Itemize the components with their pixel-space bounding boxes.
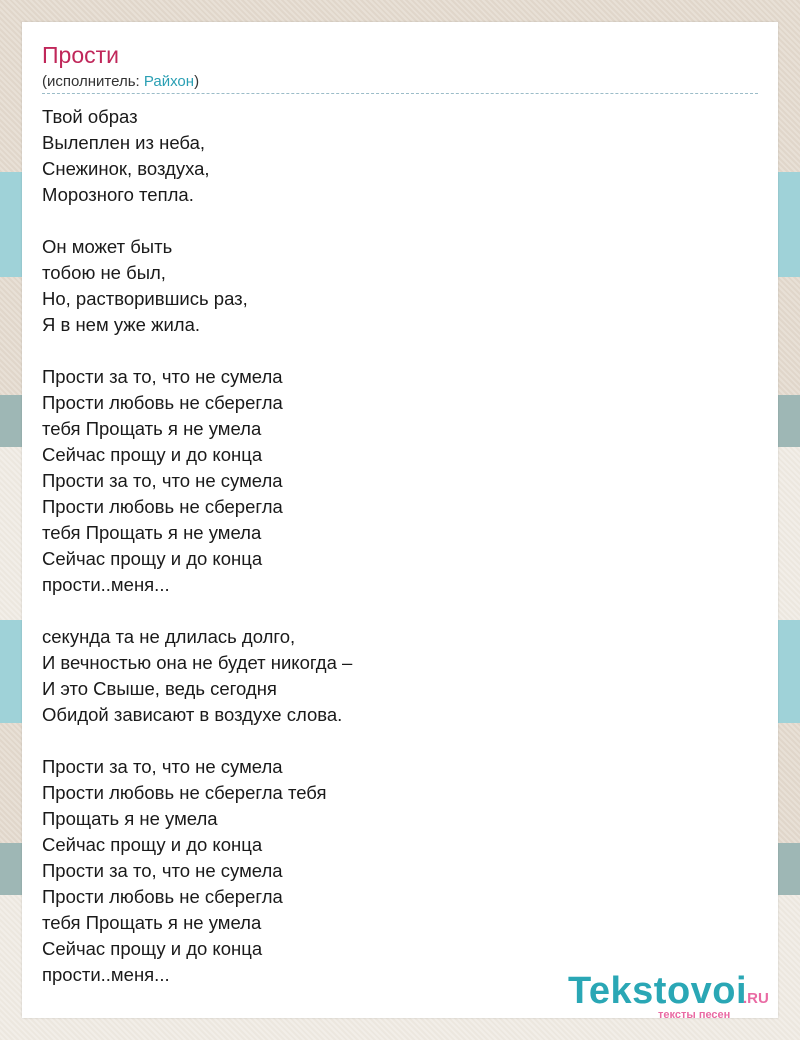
lyrics-line: Прощать я не умела [42,808,218,829]
lyrics-line: Снежинок, воздуха, [42,158,210,179]
lyrics-line: Прости за то, что не сумела [42,366,283,387]
lyrics-line: прости..меня... [42,574,170,595]
logo-wordmark: Tekstovoi [568,970,748,1012]
performer-link[interactable]: Райхон [143,73,195,90]
lyrics-line: Сейчас прощу и до конца [42,938,263,959]
lyrics-line: Сейчас прощу и до конца [42,834,263,855]
lyrics-line: секунда та не длилась долго, [42,626,296,647]
lyrics-stanza [42,754,742,988]
lyrics-stanza [42,624,742,728]
lyrics-line: Сейчас прощу и до конца [42,548,263,569]
lyrics-line: Морозного тепла. [42,184,194,205]
lyrics-line: Вылеплен из неба, [42,132,206,153]
lyrics-line: тобою не был, [42,262,166,283]
site-logo[interactable] [568,970,778,1020]
performer-prefix: (исполнитель: [42,73,144,90]
lyrics-line: Прости любовь не сберегла [42,496,283,517]
lyrics-stanza [42,364,742,598]
performer-suffix: ) [194,73,200,90]
lyrics-line: Прости за то, что не сумела [42,470,283,491]
logo-tagline: тексты песен [658,1009,731,1021]
lyrics-line: тебя Прощать я не умела [42,912,262,933]
lyrics-line: Прости любовь не сберегла [42,886,283,907]
lyrics-line: Прости любовь не сберегла тебя [42,782,327,803]
logo-domain: .RU [743,990,769,1007]
lyrics-stanza [42,234,742,338]
lyrics-card [22,22,778,1021]
lyrics-line: Прости любовь не сберегла [42,392,283,413]
lyrics-line: Но, растворившись раз, [42,288,248,309]
lyrics-line: Он может быть [42,236,173,257]
lyrics-line: тебя Прощать я не умела [42,522,262,543]
song-title: Прости [42,42,119,68]
lyrics-line: Сейчас прощу и до конца [42,444,263,465]
lyrics-stanza [42,104,742,208]
lyrics-line: Прости за то, что не сумела [42,756,283,777]
lyrics-line: Прости за то, что не сумела [42,860,283,881]
lyrics-line: И вечностью она не будет никогда – [42,652,353,673]
lyrics-line: Твой образ [42,106,138,127]
lyrics-line: И это Свыше, ведь сегодня [42,678,277,699]
lyrics-body [42,104,742,1014]
performer-line [42,73,199,90]
lyrics-line: Обидой зависают в воздухе слова. [42,704,343,725]
title-divider [42,93,758,94]
lyrics-line: тебя Прощать я не умела [42,418,262,439]
lyrics-line: Я в нем уже жила. [42,314,201,335]
lyrics-line: прости..меня... [42,964,170,985]
